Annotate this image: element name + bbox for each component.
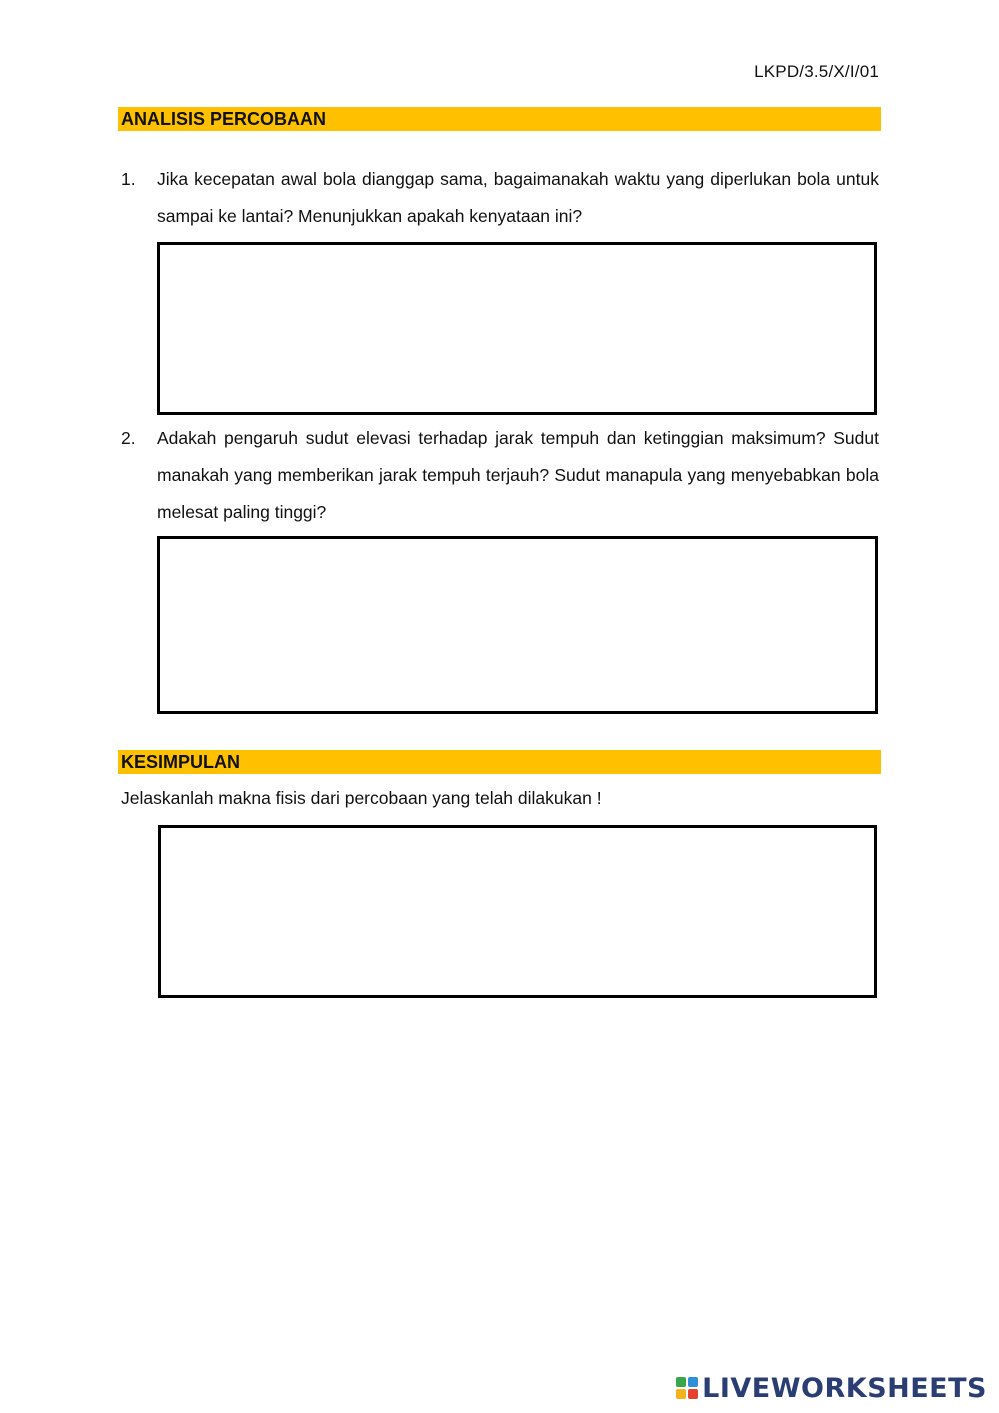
liveworksheets-logo-icon	[676, 1377, 698, 1399]
liveworksheets-brand	[676, 1372, 987, 1404]
document-code: LKPD/3.5/X/I/01	[754, 62, 879, 81]
analysis-heading: ANALISIS PERCOBAAN	[118, 107, 881, 131]
question-text: Adakah pengaruh sudut elevasi terhadap jarak tempuh dan ketinggian maksimum? Sudut manakah yang memberikan jarak tempuh terjauh? Sudut manapula yang menyebabkan bola melesat paling tinggi?	[157, 428, 879, 522]
question-text: Jika kecepatan awal bola dianggap sama, bagaimanakah waktu yang diperlukan bola untuk sampai ke lantai? Menunjukkan apakah kenyataan ini?	[157, 169, 879, 226]
question-1	[118, 161, 879, 235]
answer-box-2[interactable]	[157, 536, 878, 714]
conclusion-heading: KESIMPULAN	[118, 750, 881, 774]
question-number: 1.	[121, 169, 136, 189]
question-number: 2.	[121, 428, 136, 448]
answer-box-1[interactable]	[157, 242, 877, 415]
logo-square	[676, 1389, 686, 1399]
conclusion-instruction: Jelaskanlah makna fisis dari percobaan yang telah dilakukan !	[121, 788, 602, 808]
brand-name: LIVEWORKSHEETS	[702, 1372, 987, 1404]
question-2	[118, 420, 879, 531]
logo-square	[688, 1377, 698, 1387]
logo-square	[688, 1389, 698, 1399]
logo-square	[676, 1377, 686, 1387]
answer-box-conclusion[interactable]	[158, 825, 877, 998]
